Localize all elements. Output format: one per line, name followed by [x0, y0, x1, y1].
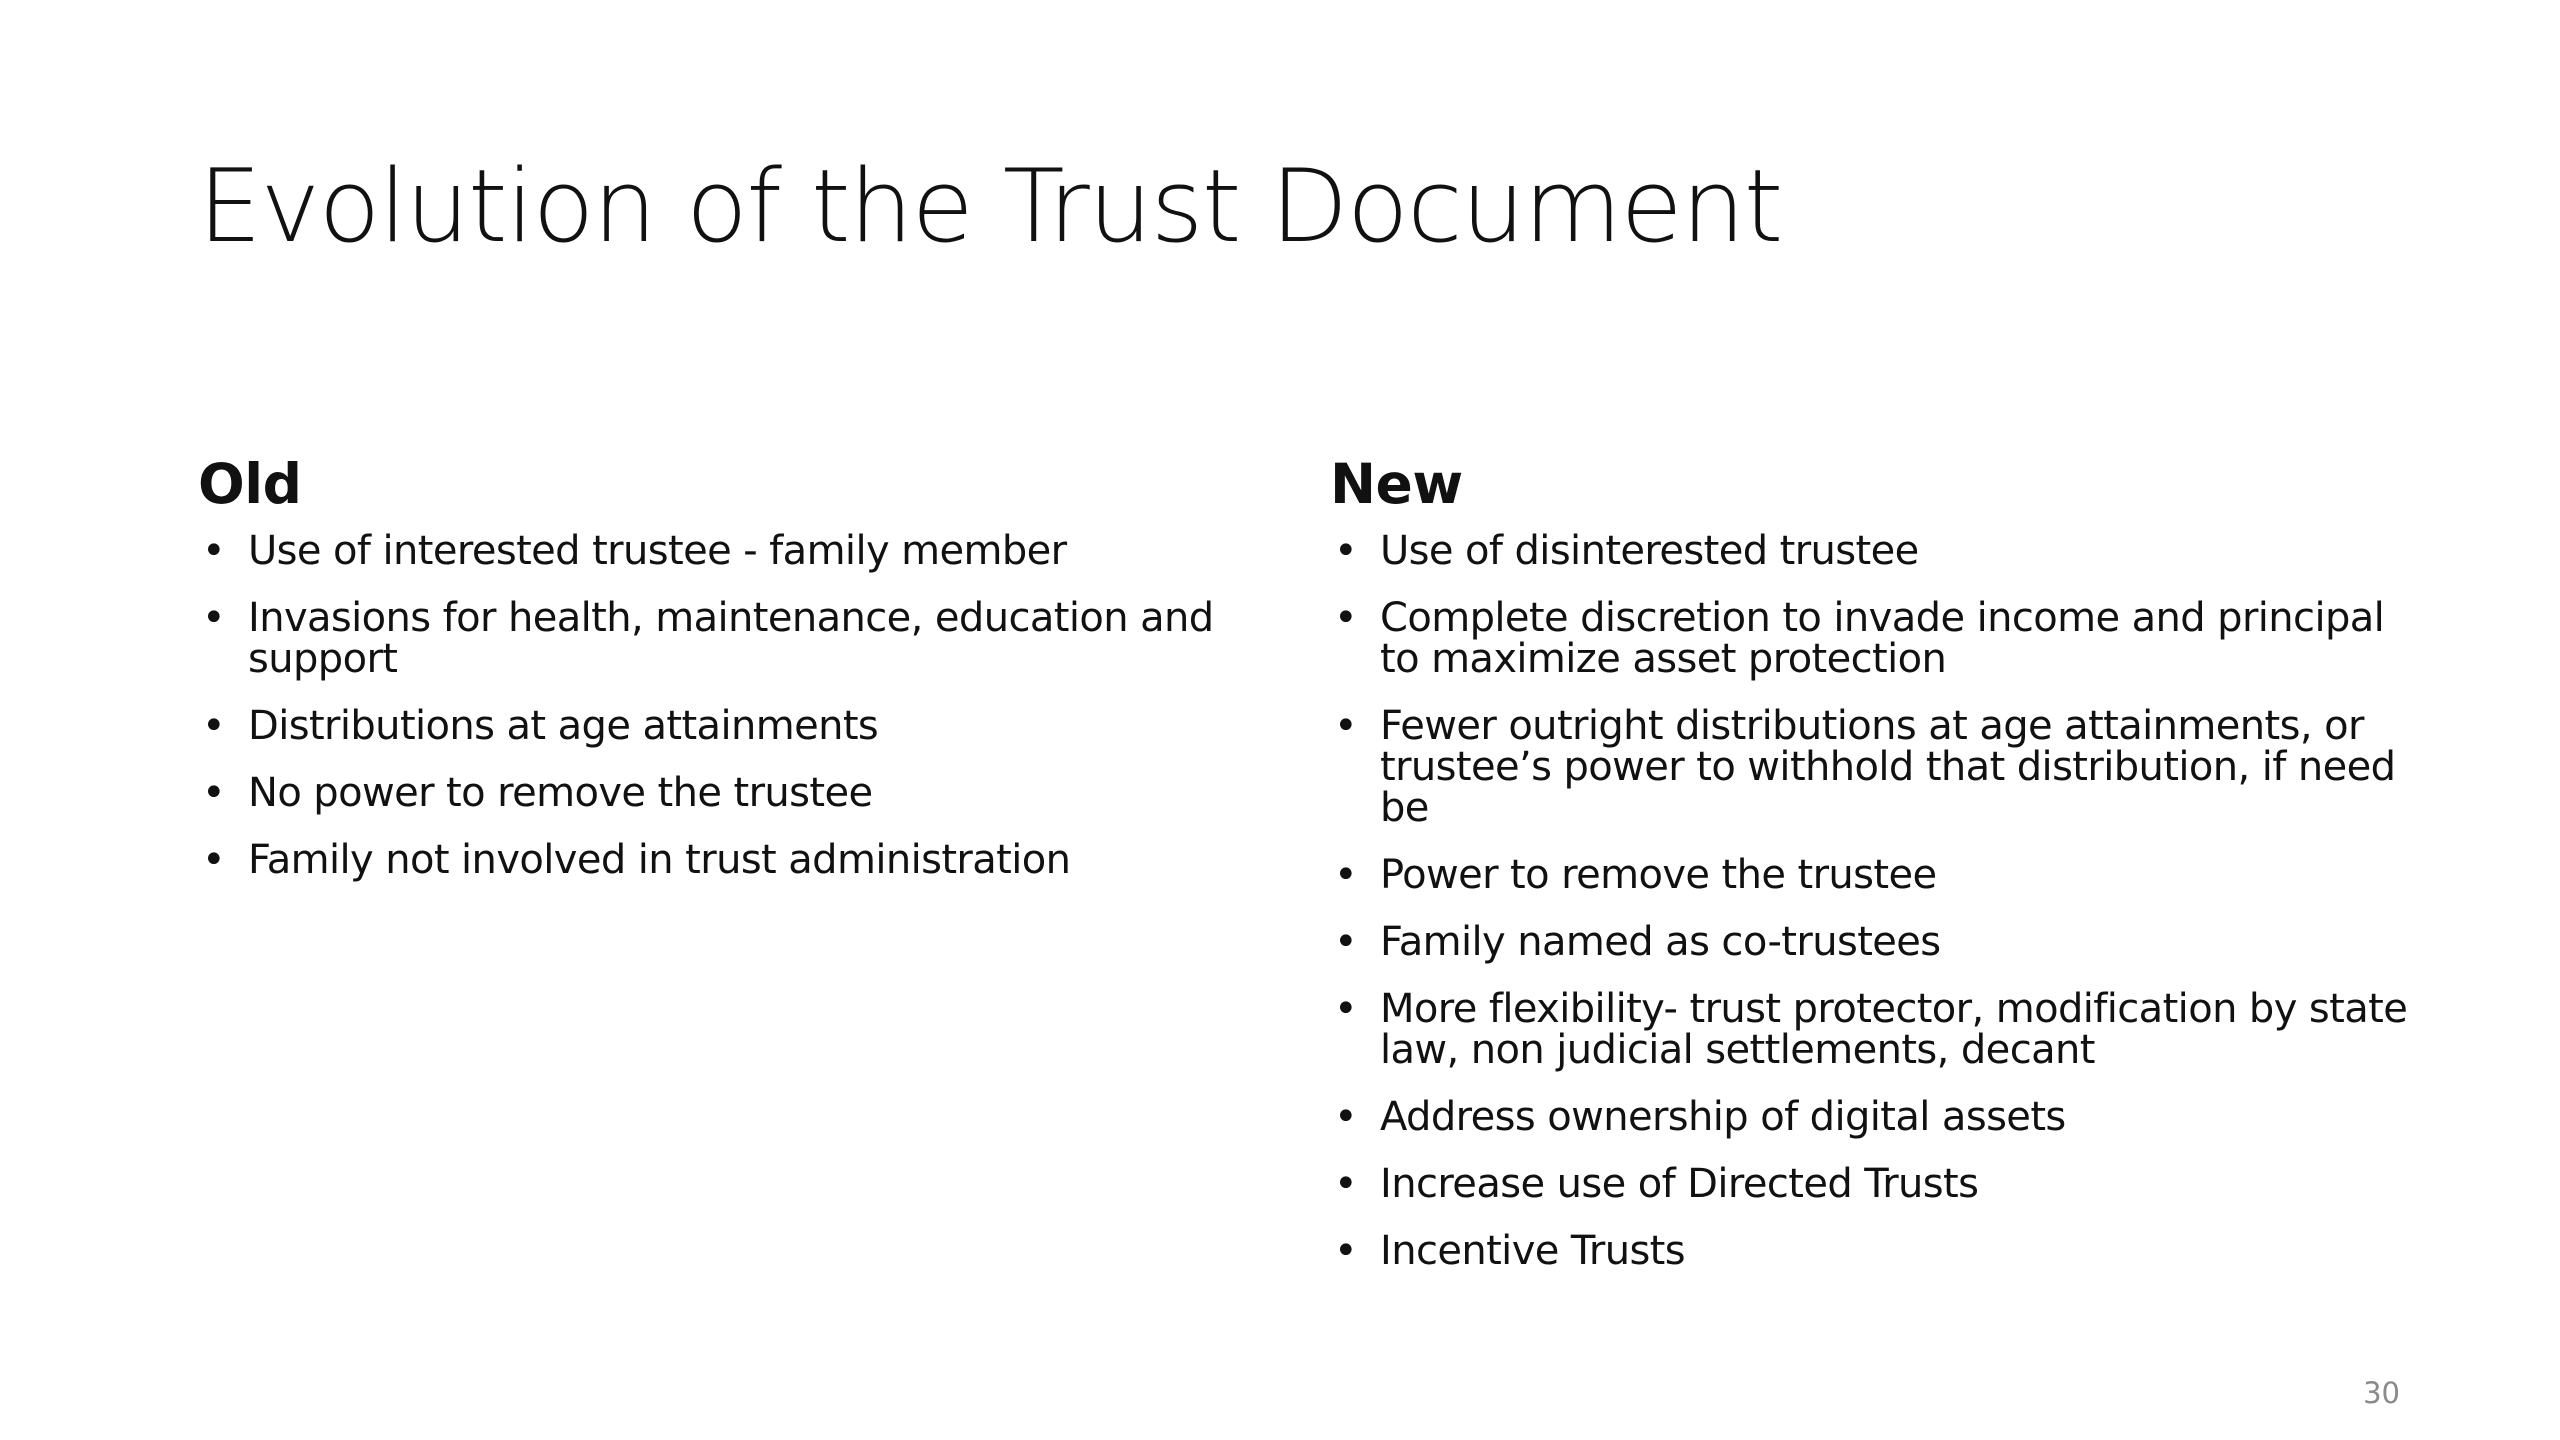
new-heading: New	[1330, 452, 1463, 516]
list-item-text: Family named as co-trustees	[1380, 918, 1941, 965]
list-item	[198, 527, 1278, 574]
list-item-text: Fewer outright distributions at age attainments, or trustee’s power to withhold that distribution, if need be	[1380, 702, 2396, 831]
slide-title: Evolution of the Trust Document	[198, 147, 1782, 265]
list-item	[198, 702, 1278, 749]
list-item	[198, 769, 1278, 816]
list-item	[1330, 702, 2410, 831]
bullet-icon: •	[202, 527, 225, 574]
list-item	[198, 594, 1278, 682]
old-column	[198, 450, 1278, 907]
bullet-icon: •	[202, 594, 225, 641]
list-item	[1330, 1227, 2410, 1274]
bullet-icon: •	[1334, 851, 1357, 898]
bullet-icon: •	[1334, 702, 1357, 749]
list-item-text: Complete discretion to invade income and principal to maximize asset protection	[1380, 594, 2385, 682]
list-item	[1330, 594, 2410, 682]
bullet-icon: •	[1334, 1227, 1357, 1274]
list-item-text: More flexibility- trust protector, modification by state law, non judicial settlements, decant	[1380, 985, 2408, 1073]
list-item	[1330, 985, 2410, 1073]
bullet-icon: •	[202, 702, 225, 749]
list-item-text: Use of interested trustee - family member	[248, 527, 1067, 574]
list-item-text: Invasions for health, maintenance, education and support	[248, 594, 1214, 682]
bullet-icon: •	[202, 836, 225, 883]
new-bullet-list	[1330, 527, 2410, 1274]
bullet-icon: •	[1334, 594, 1357, 641]
new-column	[1330, 450, 2410, 1298]
list-item	[1330, 1160, 2410, 1207]
old-bullet-list	[198, 527, 1278, 883]
list-item-text: Distributions at age attainments	[248, 702, 879, 749]
list-item	[1330, 527, 2410, 574]
list-item-text: Family not involved in trust administration	[248, 836, 1071, 883]
old-heading: Old	[198, 452, 302, 516]
bullet-icon: •	[1334, 1093, 1357, 1140]
list-item-text: Increase use of Directed Trusts	[1380, 1160, 1979, 1207]
bullet-icon: •	[1334, 985, 1357, 1032]
page-number: 30	[2363, 1376, 2400, 1410]
list-item-text: Incentive Trusts	[1380, 1227, 1686, 1274]
list-item-text: Power to remove the trustee	[1380, 851, 1937, 898]
list-item-text: Use of disinterested trustee	[1380, 527, 1919, 574]
list-item	[198, 836, 1278, 883]
list-item	[1330, 1093, 2410, 1140]
list-item-text: Address ownership of digital assets	[1380, 1093, 2066, 1140]
bullet-icon: •	[1334, 918, 1357, 965]
list-item	[1330, 918, 2410, 965]
bullet-icon: •	[1334, 527, 1357, 574]
bullet-icon: •	[1334, 1160, 1357, 1207]
list-item-text: No power to remove the trustee	[248, 769, 873, 816]
bullet-icon: •	[202, 769, 225, 816]
list-item	[1330, 851, 2410, 898]
